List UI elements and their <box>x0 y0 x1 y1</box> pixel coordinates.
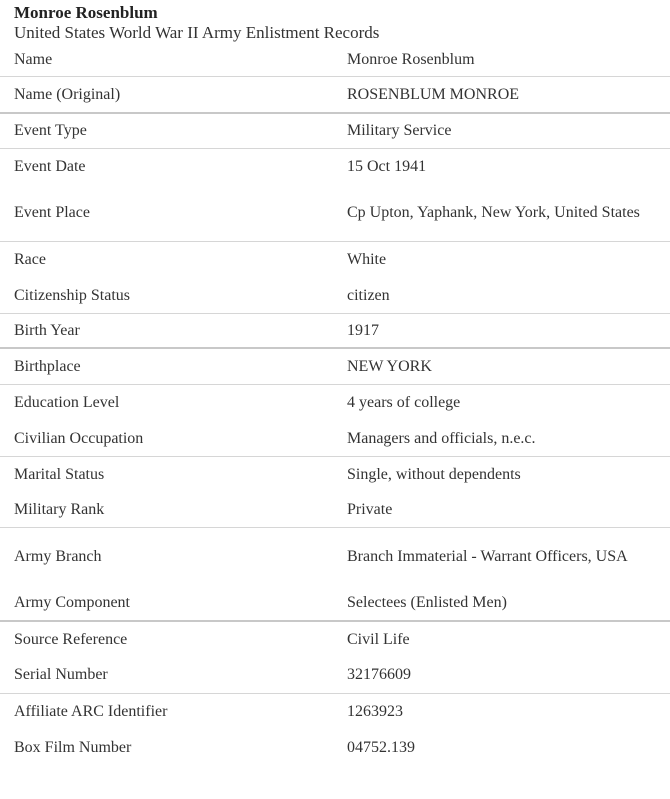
table-row <box>0 241 670 278</box>
row-value: citizen <box>347 286 390 304</box>
table-row <box>0 348 670 384</box>
row-label: Source Reference <box>0 621 347 657</box>
row-value: 1917 <box>347 313 670 348</box>
row-value: Single, without dependents <box>347 456 670 492</box>
row-label: Birth Year <box>0 313 347 348</box>
row-label: Education Level <box>0 384 347 421</box>
person-name: Monroe Rosenblum <box>14 3 158 22</box>
record-header <box>0 0 670 43</box>
row-value: Cp Upton, Yaphank, New York, United States <box>347 204 640 222</box>
row-label: Civilian Occupation <box>14 429 144 447</box>
table-row <box>0 44 670 76</box>
row-value: 04752.139 <box>347 738 415 756</box>
row-value: Managers and officials, n.e.c. <box>347 429 536 447</box>
table-row <box>0 621 670 657</box>
table-row <box>0 456 670 492</box>
row-value: NEW YORK <box>347 348 670 384</box>
row-label: Event Date <box>0 148 347 185</box>
row-label: Affiliate ARC Identifier <box>0 693 347 729</box>
table-row <box>0 313 670 348</box>
table-row <box>0 76 670 113</box>
table-row <box>0 729 670 765</box>
row-value: 32176609 <box>347 666 411 684</box>
table-row <box>0 113 670 148</box>
row-label: Military Rank <box>14 500 105 518</box>
table-row <box>0 148 670 185</box>
row-value: Private <box>347 500 393 518</box>
table-row <box>0 527 670 585</box>
record-table <box>0 44 670 765</box>
row-value: Selectees (Enlisted Men) <box>347 594 507 611</box>
row-label: Event Place <box>14 204 90 222</box>
row-value: 15 Oct 1941 <box>347 148 670 185</box>
row-value: Monroe Rosenblum <box>347 51 475 69</box>
row-value: Military Service <box>347 113 670 148</box>
row-value: Branch Immaterial - Warrant Officers, USA <box>347 527 670 585</box>
row-value: 4 years of college <box>347 384 670 421</box>
table-row <box>0 185 670 241</box>
row-label: Box Film Number <box>14 738 132 756</box>
row-value: White <box>347 241 670 278</box>
row-label: Army Branch <box>0 527 347 585</box>
row-label: Name <box>14 51 53 69</box>
row-label: Event Type <box>0 113 347 148</box>
row-label: Marital Status <box>0 456 347 492</box>
table-row <box>0 657 670 693</box>
table-row <box>0 384 670 421</box>
row-value: Civil Life <box>347 621 670 657</box>
table-row <box>0 492 670 527</box>
table-row <box>0 421 670 456</box>
table-row <box>0 693 670 729</box>
table-row <box>0 585 670 621</box>
row-label: Serial Number <box>14 666 108 684</box>
row-value: ROSENBLUM MONROE <box>347 76 670 113</box>
table-row <box>0 278 670 313</box>
row-label: Army Component <box>14 594 130 611</box>
row-value: 1263923 <box>347 693 670 729</box>
collection-title: United States World War II Army Enlistment Records <box>14 23 380 42</box>
row-label: Birthplace <box>0 348 347 384</box>
row-label: Citizenship Status <box>14 286 130 304</box>
row-label: Race <box>0 241 347 278</box>
row-label: Name (Original) <box>0 76 347 113</box>
